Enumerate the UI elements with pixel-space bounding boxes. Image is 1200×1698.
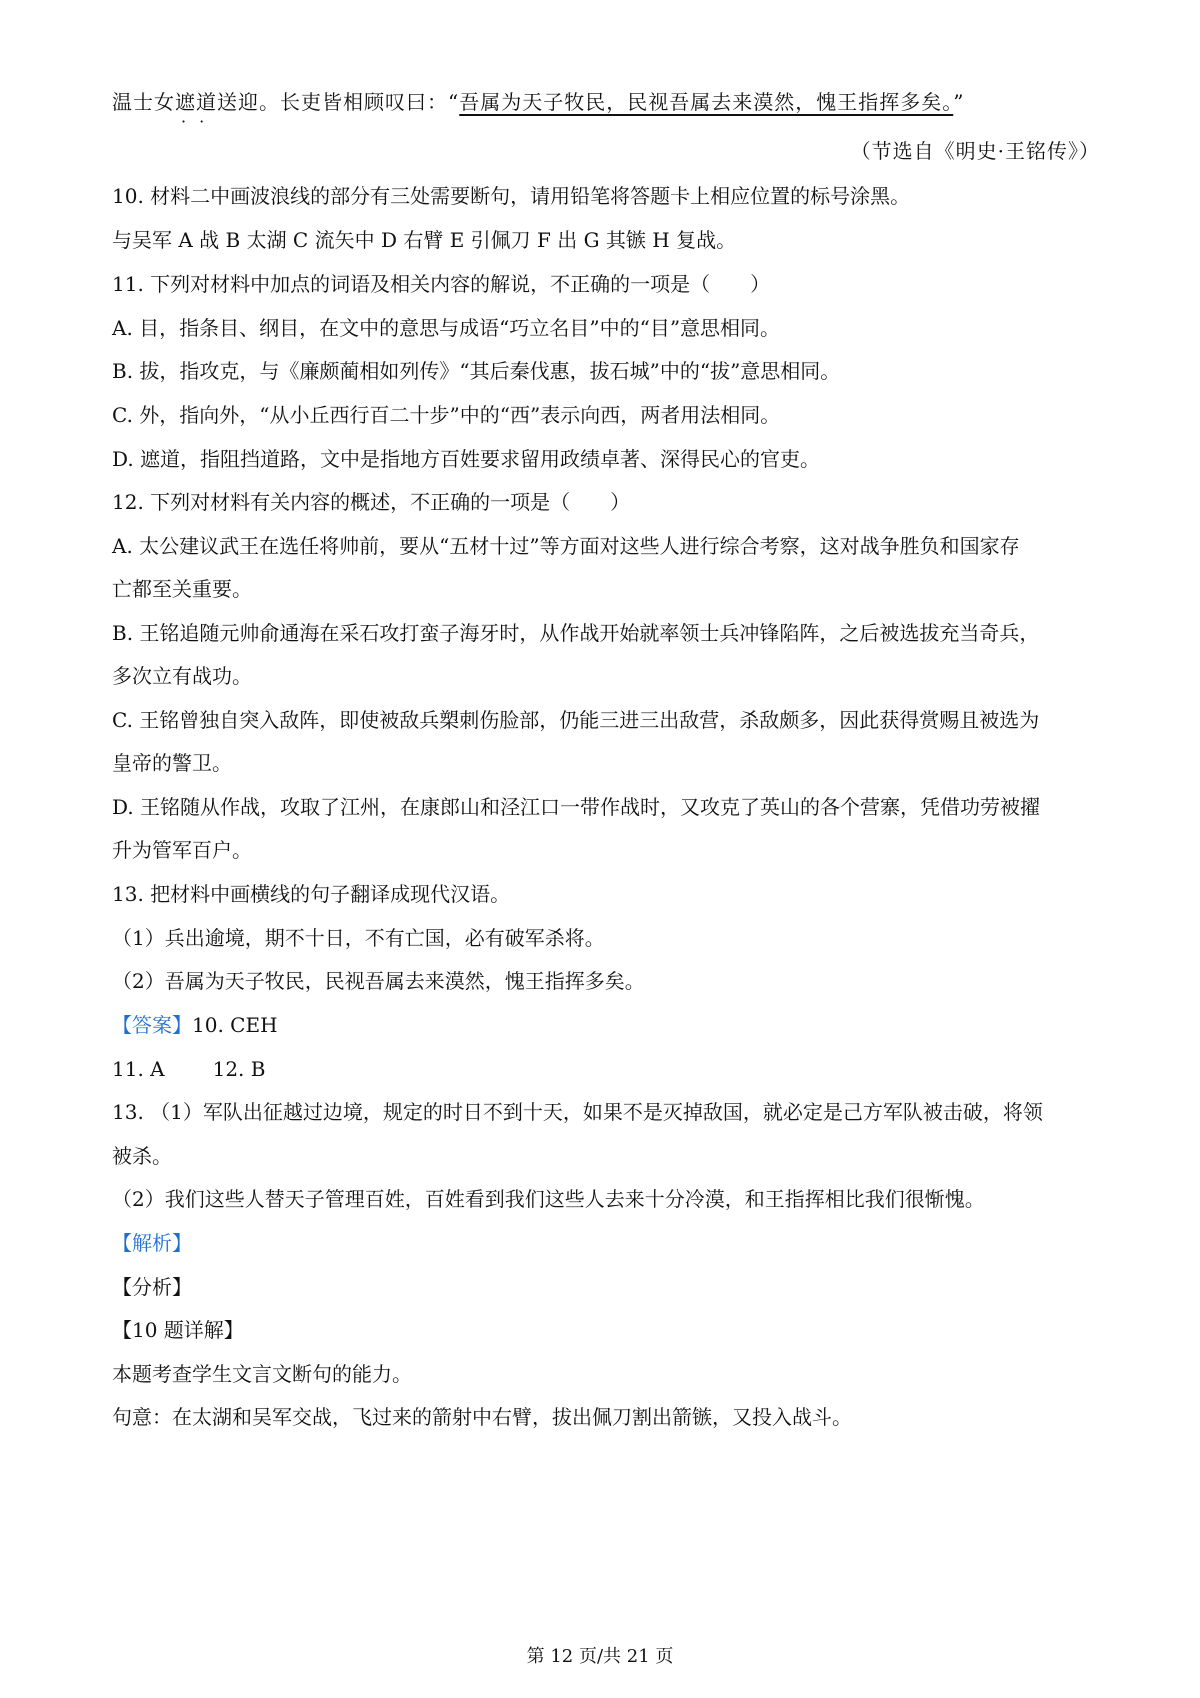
q11-option-d: D. 遮道，指阻挡道路，文中是指地方百姓要求留用政绩卓著、深得民心的官吏。 (112, 447, 821, 471)
q12-stem: 12. 下列对材料有关内容的概述，不正确的一项是（ ） (112, 490, 631, 514)
answer-q10: 10. CEH (192, 1013, 278, 1037)
answer-q13-1-line1: 13. （1）军队出征越过边境，规定的时日不到十天，如果不是灭掉敌国，就必定是己方军队被击破，将领 (112, 1100, 1043, 1124)
q12-option-a-line2: 亡都至关重要。 (112, 577, 252, 601)
dotted-term: 遮道 · · (175, 90, 217, 114)
answer-q11-q12 (112, 1057, 1100, 1081)
answer-tag: 【答案】 (112, 1013, 192, 1037)
q13-sentence-1: （1）兵出逾境，期不十日，不有亡国，必有破军杀将。 (112, 926, 605, 950)
analysis-fenxi: 【分析】 (112, 1275, 192, 1299)
q12-option-b-line1: B. 王铭追随元帅俞通海在采石攻打蛮子海牙时，从作战开始就率领士兵冲锋陷阵，之后被选拔充当奇兵， (112, 621, 1040, 645)
q12-option-c-line1: C. 王铭曾独自突入敌阵，即使被敌兵槊刺伤脸部，仍能三进三出敌营，杀敌颇多，因此获得赏赐且被选为 (112, 708, 1040, 732)
page-footer: 第 12 页/共 21 页 (526, 1646, 674, 1667)
answer-q11: 11. A (112, 1057, 165, 1081)
answer-q13-2: （2）我们这些人替天子管理百姓，百姓看到我们这些人去来十分冷漠，和王指挥相比我们很惭愧。 (112, 1187, 985, 1211)
analysis-tag: 【解析】 (112, 1231, 192, 1255)
answer-q12: 12. B (212, 1057, 266, 1081)
passage-post: 送迎。长吏皆相顾叹曰：“ (217, 90, 460, 114)
q12-option-a-line1: A. 太公建议武王在选任将帅前，要从“五材十过”等方面对这些人进行综合考察，这对战争胜负和国家存 (112, 534, 1020, 558)
q12-option-c-line2: 皇帝的警卫。 (112, 751, 232, 775)
analysis-q10-detail: 【10 题详解】 (112, 1318, 244, 1342)
q10-stem: 10. 材料二中画波浪线的部分有三处需要断句，请用铅笔将答题卡上相应位置的标号涂黑。 (112, 184, 911, 208)
passage-source: （节选自《明史·王铭传》） (850, 139, 1100, 163)
q12-option-b-line2: 多次立有战功。 (112, 664, 252, 688)
analysis-line-2: 句意：在太湖和吴军交战，飞过来的箭射中右臂，拔出佩刀割出箭镞，又投入战斗。 (112, 1405, 852, 1429)
q11-option-a: A. 目，指条目、纲目，在文中的意思与成语“巧立名目”中的“目”意思相同。 (112, 316, 781, 340)
q11-stem: 11. 下列对材料中加点的词语及相关内容的解说，不正确的一项是（ ） (112, 272, 771, 296)
underlined-sentence: 吾属为天子牧民，民视吾属去来漠然，愧王指挥多矣。 (459, 90, 954, 114)
q11-option-c: C. 外，指向外，“从小丘西行百二十步”中的“西”表示向西，两者用法相同。 (112, 403, 781, 427)
answer-line (112, 1013, 1100, 1037)
q12-option-d-line1: D. 王铭随从作战，攻取了江州，在康郎山和泾江口一带作战时，又攻克了英山的各个营寨，凭借功劳被擢 (112, 795, 1041, 819)
passage-pre: 温士女 (112, 90, 175, 114)
passage-end: ” (953, 90, 965, 114)
q13-stem: 13. 把材料中画横线的句子翻译成现代汉语。 (112, 882, 511, 906)
q10-text: 与吴军 A 战 B 太湖 C 流矢中 D 右臂 E 引佩刀 F 出 G 其镞 H 复战。 (112, 228, 737, 252)
q11-option-b: B. 拔，指攻克，与《廉颇蔺相如列传》“其后秦伐惠，拔石城”中的“拔”意思相同。 (112, 359, 841, 383)
analysis-line-1: 本题考查学生文言文断句的能力。 (112, 1362, 412, 1386)
answer-q13-1-line2: 被杀。 (112, 1144, 172, 1168)
passage-line (112, 90, 1100, 114)
q13-sentence-2: （2）吾属为天子牧民，民视吾属去来漠然，愧王指挥多矣。 (112, 969, 645, 993)
q12-option-d-line2: 升为管军百户。 (112, 838, 252, 862)
